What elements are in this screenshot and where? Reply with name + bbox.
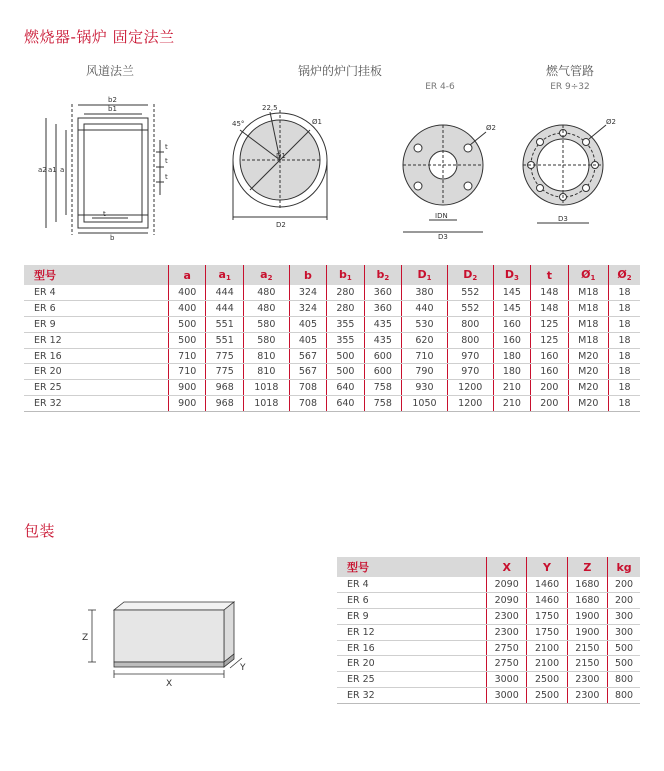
label-o2-right: Ø2	[606, 118, 616, 126]
spec-cell: 125	[531, 332, 568, 348]
pack-cell: 3000	[487, 688, 527, 704]
label-b: b	[110, 234, 115, 240]
pack-cell: 1680	[567, 577, 607, 592]
label-t-right-2: t	[165, 157, 168, 165]
spec-cell: 160	[531, 364, 568, 380]
spec-cell: 360	[364, 300, 401, 316]
spec-cell: 148	[531, 285, 568, 300]
pack-cell: 2150	[567, 656, 607, 672]
spec-cell: 210	[493, 380, 530, 396]
spec-table-row	[24, 332, 640, 348]
spec-cell: 280	[327, 285, 364, 300]
label-t-right-3: t	[165, 173, 168, 181]
spec-cell: 444	[206, 285, 243, 300]
spec-cell: 180	[493, 348, 530, 364]
pack-cell: 3000	[487, 672, 527, 688]
spec-cell: 567	[289, 364, 326, 380]
pack-header-z: Z	[567, 557, 607, 577]
spec-cell: 480	[243, 285, 289, 300]
spec-cell: 148	[531, 300, 568, 316]
spec-cell: 970	[447, 364, 493, 380]
pack-cell: ER 20	[337, 656, 487, 672]
spec-cell: 600	[364, 364, 401, 380]
pack-cell: 1900	[567, 624, 607, 640]
spec-cell: 800	[447, 316, 493, 332]
pack-header-kg: kg	[608, 557, 640, 577]
spec-cell: 580	[243, 316, 289, 332]
pack-cell: 1900	[567, 608, 607, 624]
spec-cell: 444	[206, 300, 243, 316]
spec-cell: 640	[327, 380, 364, 396]
spec-cell: 440	[402, 300, 448, 316]
pack-header-model: 型号	[337, 557, 487, 577]
spec-cell: 160	[493, 316, 530, 332]
spec-cell: ER 16	[24, 348, 169, 364]
spec-table-row	[24, 285, 640, 300]
pack-cell: 2300	[567, 688, 607, 704]
pack-cell: ER 12	[337, 624, 487, 640]
spec-cell: ER 9	[24, 316, 169, 332]
diagram-sub-er9-32: ER 9÷32	[550, 82, 590, 92]
spec-cell: 775	[206, 364, 243, 380]
label-a: a	[60, 166, 65, 174]
spec-cell: 790	[402, 364, 448, 380]
diagram-caption-boiler-plate: 锅炉的炉门挂板	[297, 64, 382, 78]
spec-cell: 500	[169, 332, 206, 348]
spec-cell: 710	[169, 364, 206, 380]
pack-cell: 2750	[487, 656, 527, 672]
spec-cell: 758	[364, 380, 401, 396]
spec-cell: 567	[289, 348, 326, 364]
spec-cell: 775	[206, 348, 243, 364]
pack-cell: 2300	[567, 672, 607, 688]
pack-cell: 500	[608, 656, 640, 672]
spec-header-t: t	[531, 265, 568, 285]
spec-cell: 1200	[447, 380, 493, 396]
spec-cell: 400	[169, 300, 206, 316]
packaging-table	[337, 557, 640, 704]
pack-cell: ER 25	[337, 672, 487, 688]
pack-table-row	[337, 656, 640, 672]
pack-cell: ER 32	[337, 688, 487, 704]
spec-cell: 710	[402, 348, 448, 364]
spec-cell: M20	[568, 380, 608, 396]
spec-cell: 18	[609, 300, 641, 316]
spec-cell: ER 4	[24, 285, 169, 300]
pack-cell: 2100	[527, 640, 567, 656]
pack-table-row	[337, 624, 640, 640]
spec-table-row	[24, 364, 640, 380]
label-d3: D3	[438, 233, 448, 240]
pack-cell: 2300	[487, 624, 527, 640]
label-z: Z	[82, 633, 89, 643]
spec-cell: 435	[364, 316, 401, 332]
spec-cell: 405	[289, 316, 326, 332]
pack-cell: 300	[608, 608, 640, 624]
spec-cell: 200	[531, 396, 568, 412]
pack-table-row	[337, 688, 640, 704]
spec-cell: 968	[206, 396, 243, 412]
pack-cell: ER 6	[337, 592, 487, 608]
pack-table-body	[337, 577, 640, 704]
spec-cell: 552	[447, 285, 493, 300]
spec-header-a: a	[169, 265, 206, 285]
spec-cell: 708	[289, 380, 326, 396]
spec-cell: ER 20	[24, 364, 169, 380]
pack-cell: 1460	[527, 577, 567, 592]
label-b1: b1	[108, 105, 117, 113]
pack-cell: 2150	[567, 640, 607, 656]
spec-table-header-row	[24, 265, 640, 285]
spec-header-o2: $Ø_2$	[609, 265, 641, 285]
label-d1: D1	[276, 152, 286, 160]
spec-cell: 355	[327, 316, 364, 332]
pack-table-row	[337, 577, 640, 592]
spec-table-row	[24, 380, 640, 396]
spec-cell: 640	[327, 396, 364, 412]
spec-cell: 1050	[402, 396, 448, 412]
spec-header-b2: $b_2$	[364, 265, 401, 285]
spec-cell: 280	[327, 300, 364, 316]
pack-cell: 2100	[527, 656, 567, 672]
gas-flange-er9-32-drawing	[518, 110, 628, 235]
spec-cell: ER 12	[24, 332, 169, 348]
spec-cell: 580	[243, 332, 289, 348]
boiler-plate-drawing	[220, 92, 345, 232]
pack-cell: 2300	[487, 608, 527, 624]
spec-table-row	[24, 300, 640, 316]
spec-cell: 970	[447, 348, 493, 364]
spec-cell: 810	[243, 364, 289, 380]
pack-cell: 1460	[527, 592, 567, 608]
spec-cell: 551	[206, 332, 243, 348]
spec-table-row	[24, 348, 640, 364]
pack-cell: 2500	[527, 672, 567, 688]
spec-cell: 380	[402, 285, 448, 300]
label-x: X	[166, 679, 173, 688]
spec-cell: 18	[609, 380, 641, 396]
spec-header-d1: $D_1$	[402, 265, 448, 285]
spec-cell: 708	[289, 396, 326, 412]
spec-cell: 810	[243, 348, 289, 364]
spec-cell: 1200	[447, 396, 493, 412]
diagram-caption-gas-train: 燃气管路	[545, 64, 594, 78]
spec-header-b: b	[289, 265, 326, 285]
spec-cell: 500	[327, 364, 364, 380]
spec-cell: M20	[568, 348, 608, 364]
pack-cell: 2750	[487, 640, 527, 656]
flange-spec-table	[24, 265, 640, 412]
pack-header-x: X	[487, 557, 527, 577]
spec-cell: M20	[568, 396, 608, 412]
spec-cell: 145	[493, 300, 530, 316]
label-t-bottom: t	[103, 210, 106, 218]
pack-header-y: Y	[527, 557, 567, 577]
spec-cell: 18	[609, 332, 641, 348]
label-t-right-1: t	[165, 143, 168, 151]
spec-cell: 435	[364, 332, 401, 348]
spec-cell: M18	[568, 332, 608, 348]
gas-flange-er4-6-drawing	[398, 110, 498, 240]
spec-cell: ER 32	[24, 396, 169, 412]
spec-cell: 18	[609, 285, 641, 300]
label-angle-45: 45°	[232, 120, 245, 128]
spec-cell: 480	[243, 300, 289, 316]
spec-cell: M18	[568, 300, 608, 316]
spec-cell: M20	[568, 364, 608, 380]
pack-table-row	[337, 592, 640, 608]
spec-cell: ER 6	[24, 300, 169, 316]
pack-table-row	[337, 608, 640, 624]
spec-cell: 500	[169, 316, 206, 332]
spec-cell: 324	[289, 285, 326, 300]
pack-cell: 300	[608, 624, 640, 640]
spec-cell: 210	[493, 396, 530, 412]
spec-cell: 620	[402, 332, 448, 348]
pack-cell: 2090	[487, 592, 527, 608]
spec-header-a1: $a_1$	[206, 265, 243, 285]
diagram-sub-er4-6: ER 4-6	[425, 82, 455, 92]
spec-cell: 530	[402, 316, 448, 332]
spec-cell: M18	[568, 316, 608, 332]
spec-cell: 18	[609, 316, 641, 332]
label-y: Y	[240, 663, 246, 673]
spec-cell: 500	[327, 348, 364, 364]
spec-table-body	[24, 285, 640, 412]
label-b2: b2	[108, 96, 117, 104]
pack-cell: ER 16	[337, 640, 487, 656]
spec-cell: ER 25	[24, 380, 169, 396]
label-d2: D2	[276, 221, 286, 229]
label-a2: a2	[38, 166, 47, 174]
pack-table-header-row	[337, 557, 640, 577]
pack-cell: 500	[608, 640, 640, 656]
spec-header-b1: $b_1$	[327, 265, 364, 285]
pack-cell: 200	[608, 577, 640, 592]
spec-cell: 968	[206, 380, 243, 396]
spec-header-d2: $D_2$	[447, 265, 493, 285]
pack-cell: 1750	[527, 624, 567, 640]
spec-cell: 180	[493, 364, 530, 380]
spec-cell: 400	[169, 285, 206, 300]
spec-table-row	[24, 396, 640, 412]
label-dn: IDN	[435, 212, 448, 220]
spec-cell: 405	[289, 332, 326, 348]
pack-table-row	[337, 640, 640, 656]
spec-cell: 900	[169, 380, 206, 396]
spec-cell: 18	[609, 348, 641, 364]
spec-cell: M18	[568, 285, 608, 300]
spec-cell: 324	[289, 300, 326, 316]
spec-cell: 360	[364, 285, 401, 300]
spec-cell: 758	[364, 396, 401, 412]
spec-cell: 710	[169, 348, 206, 364]
spec-cell: 200	[531, 380, 568, 396]
spec-cell: 1018	[243, 396, 289, 412]
pack-cell: 1680	[567, 592, 607, 608]
section-title-packaging: 包装	[24, 522, 56, 540]
spec-cell: 930	[402, 380, 448, 396]
spec-cell: 551	[206, 316, 243, 332]
packaging-box-drawing	[80, 598, 270, 688]
label-o1: Ø1	[312, 118, 322, 126]
pack-cell: 2500	[527, 688, 567, 704]
pack-cell: 200	[608, 592, 640, 608]
pack-cell: 2090	[487, 577, 527, 592]
spec-header-o1: $Ø_1$	[568, 265, 608, 285]
spec-cell: 125	[531, 316, 568, 332]
spec-cell: 18	[609, 396, 641, 412]
diagram-caption-duct-flange: 风道法兰	[85, 64, 134, 78]
spec-cell: 600	[364, 348, 401, 364]
spec-cell: 160	[493, 332, 530, 348]
spec-cell: 552	[447, 300, 493, 316]
spec-cell: 1018	[243, 380, 289, 396]
spec-header-a2: $a_2$	[243, 265, 289, 285]
pack-cell: 1750	[527, 608, 567, 624]
spec-cell: 145	[493, 285, 530, 300]
spec-header-d3: $D_3$	[493, 265, 530, 285]
duct-flange-drawing	[20, 90, 170, 240]
spec-table-row	[24, 316, 640, 332]
label-dim-22-5: 22,5	[262, 104, 278, 112]
spec-cell: 160	[531, 348, 568, 364]
pack-cell: 800	[608, 672, 640, 688]
section-title-flange: 燃烧器-锅炉 固定法兰	[24, 28, 175, 46]
spec-cell: 900	[169, 396, 206, 412]
spec-cell: 800	[447, 332, 493, 348]
pack-cell: ER 4	[337, 577, 487, 592]
pack-cell: ER 9	[337, 608, 487, 624]
pack-cell: 800	[608, 688, 640, 704]
label-o2-left: Ø2	[486, 124, 496, 132]
spec-cell: 18	[609, 364, 641, 380]
label-d3-right: D3	[558, 215, 568, 223]
pack-table-row	[337, 672, 640, 688]
spec-header-model: 型号	[24, 265, 169, 285]
spec-cell: 355	[327, 332, 364, 348]
label-a1: a1	[48, 166, 57, 174]
